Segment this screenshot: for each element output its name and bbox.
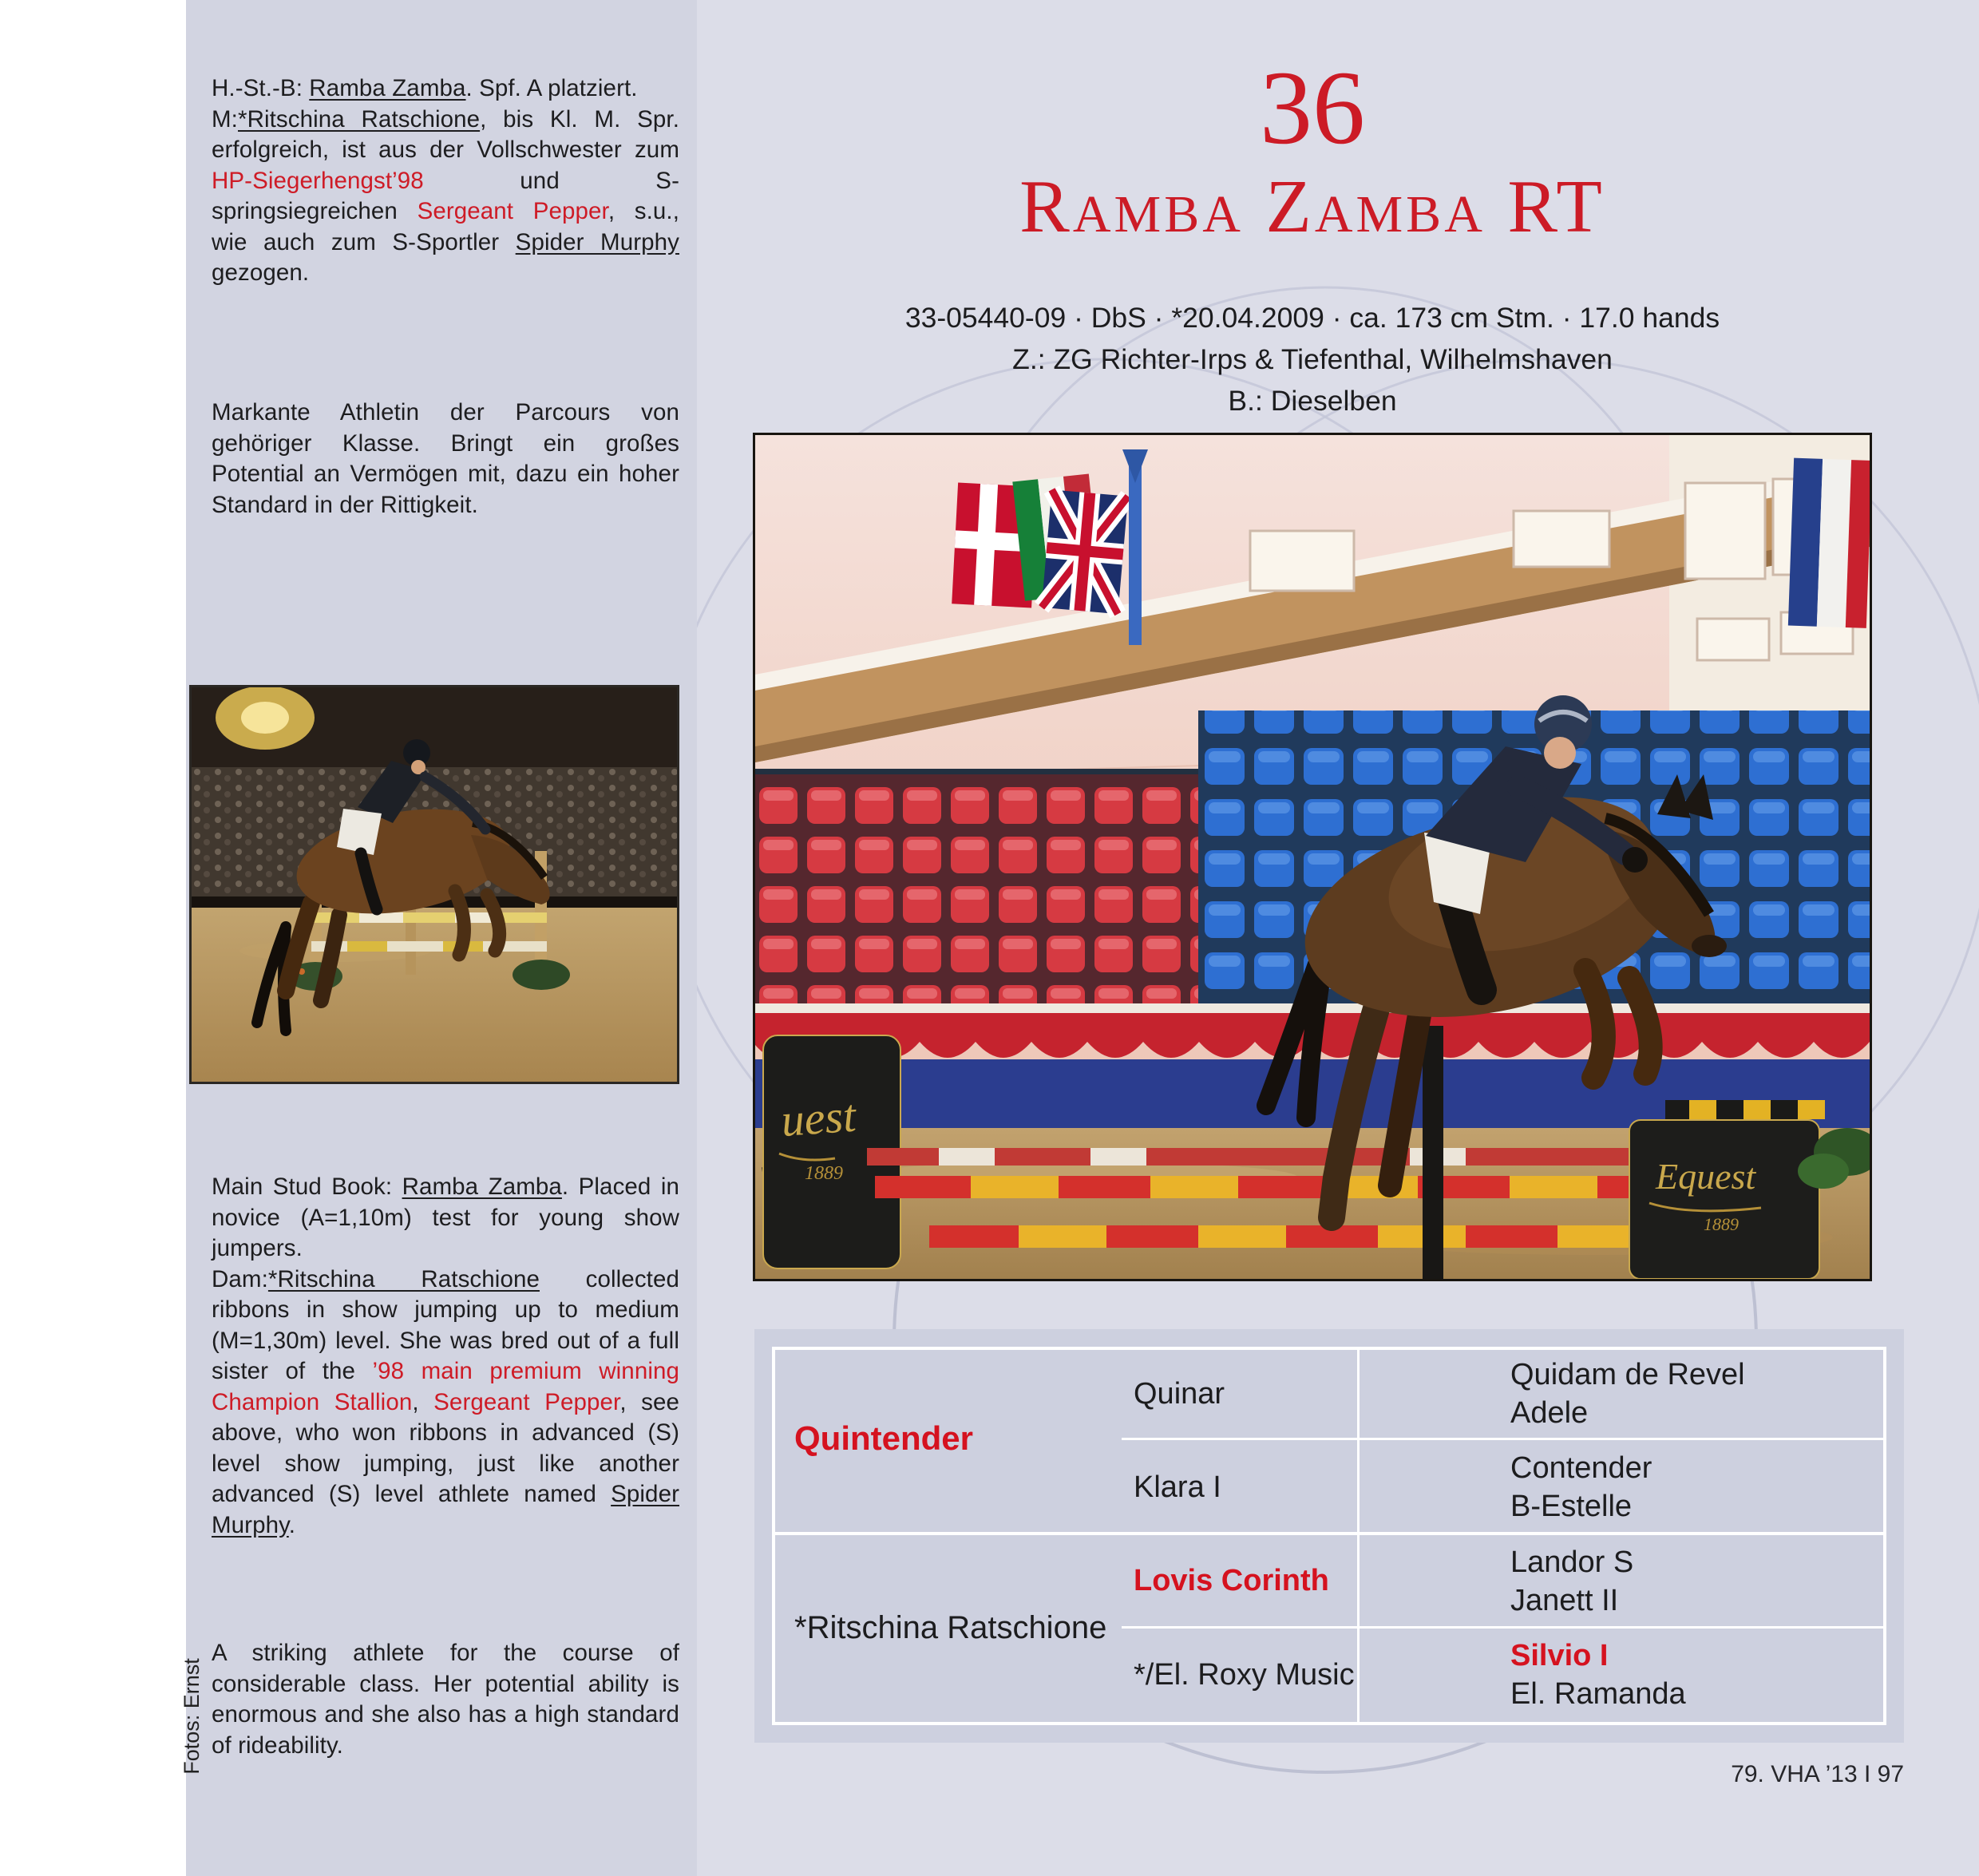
- text-segment: , bis Kl. M. Spr. erfolgreich, ist aus der Vollschwester zum: [212, 105, 679, 163]
- red-highlight-champion-stallion: ’98 main premium winning Champion Stallion: [212, 1358, 679, 1415]
- sidebar-paragraph-german-2: Markante Athletin der Parcours von gehöriger Klasse. Bringt ein großes Potential an Vermögen mit, dazu ein hoher Standard in der Rittigkeit.: [212, 399, 679, 518]
- spider-murphy-link: Spider Murphy: [515, 228, 679, 255]
- text-segment: gezogen.: [212, 259, 310, 286]
- pedigree-gp-name: Quidam de Revel: [1510, 1358, 1745, 1391]
- text-segment: collected ribbons in show jumping up to medium (M=1,30m) level. She was bred out of a full sister of the: [212, 1265, 679, 1384]
- pedigree-gp-cell-3: [1510, 1543, 1633, 1620]
- pedigree-gp-name: Janett II: [1510, 1584, 1619, 1617]
- pedigree-divider-main: [772, 1532, 1886, 1535]
- text-segment: ,: [412, 1388, 434, 1415]
- page-title-horse-name: Ramba Zamba RT: [1019, 165, 1605, 248]
- horse-details: [753, 297, 1872, 422]
- pedigree-gp-name: El. Ramanda: [1510, 1677, 1686, 1711]
- text-segment: H.-St.-B:: [212, 75, 310, 101]
- sidebar-paragraph-english-1: [212, 1172, 679, 1541]
- pedigree-sire-sire: Quinar: [1134, 1377, 1225, 1411]
- equest-year-right: 1889: [1704, 1214, 1739, 1234]
- text-segment: Main Stud Book:: [212, 1173, 402, 1200]
- pedigree-gp-name: Contender: [1510, 1451, 1652, 1485]
- pedigree-dam-dam: */El. Roxy Music: [1134, 1658, 1355, 1692]
- pedigree-dam-sire: Lovis Corinth: [1134, 1564, 1329, 1597]
- sidebar-photo-horse-jumping: [189, 685, 679, 1084]
- pedigree-gp-cell-4: [1510, 1637, 1686, 1713]
- registration-details-line: 33-05440-09 · DbS · *20.04.2009 · ca. 173 cm Stm. · 17.0 hands: [904, 302, 1720, 334]
- photo-credit: Fotos: Ernst: [179, 1658, 204, 1775]
- lot-number: 36: [1260, 49, 1365, 166]
- flag-uk: [1042, 489, 1129, 614]
- breeder-line: Z.: ZG Richter-Irps & Tiefenthal, Wilhelmshaven: [1012, 343, 1613, 375]
- pedigree-gp-name: Landor S: [1510, 1546, 1634, 1579]
- spider-murphy-link: Spider Murphy: [212, 1481, 679, 1538]
- owner-line: B.: Dieselben: [1228, 385, 1397, 417]
- pedigree-gp-name: B-Estelle: [1510, 1490, 1633, 1523]
- pedigree-gp-cell-2: [1510, 1449, 1652, 1526]
- text-segment: , s.u., wie auch zum S-Sportler: [212, 198, 679, 255]
- red-highlight-sergeant-pepper: Sergeant Pepper: [417, 198, 608, 224]
- pedigree-dam: *Ritschina Ratschione: [794, 1610, 1107, 1645]
- text-segment: .: [288, 1511, 296, 1538]
- pedigree-divider-vertical: [1357, 1350, 1360, 1722]
- flag-france: [1788, 458, 1870, 628]
- sidebar-paragraph-german-1: [212, 73, 679, 289]
- text-segment: und S-springsiegreichen: [212, 167, 679, 224]
- pedigree-divider-sire: [1122, 1438, 1886, 1440]
- text-segment: Dam:: [212, 1265, 268, 1292]
- pedigree-sire-dam: Klara I: [1134, 1470, 1221, 1504]
- dam-name-link: *Ritschina Ratschione: [237, 105, 481, 133]
- main-photo-horse-jumping: [753, 433, 1872, 1281]
- sidebar-paragraph-english-2: A striking athlete for the course of considerable class. Her potential ability is enormous and she also has a high standard of rideability.: [212, 1640, 679, 1759]
- footer-page-reference: 79. VHA ’13 I 97: [1731, 1761, 1904, 1787]
- pedigree-gp-name-silvio: Silvio I: [1510, 1639, 1609, 1672]
- text-segment: . Spf. A platziert.: [465, 75, 638, 101]
- equest-year-left: 1889: [805, 1163, 843, 1184]
- red-highlight-sergeant-pepper: Sergeant Pepper: [433, 1388, 620, 1415]
- text-segment: . Placed in novice (A=1,10m) test for young show jumpers.: [212, 1173, 679, 1261]
- pedigree-gp-cell-1: [1510, 1356, 1745, 1432]
- sidebar-photo-scene: [192, 687, 677, 1082]
- pedigree-gp-name: Adele: [1510, 1396, 1589, 1430]
- jump-wing-right: [1629, 1120, 1819, 1279]
- red-highlight-siegerhengst: HP-Siegerhengst’98: [212, 167, 424, 194]
- text-segment: M:: [212, 105, 238, 133]
- jump-standard: [1423, 1026, 1443, 1279]
- text-segment: , see above, who won ribbons in advanced (S) level show jumping, just like another advanced (S) level athlete named: [212, 1388, 679, 1507]
- main-photo-scene: [755, 435, 1870, 1279]
- equest-brand-left: uest: [779, 1089, 858, 1146]
- equest-brand-right: Equest: [1656, 1156, 1756, 1197]
- pedigree-sire: Quintender: [794, 1419, 974, 1457]
- horse-name-ramba-zamba: Ramba Zamba: [402, 1173, 562, 1200]
- pedigree-divider-dam: [1122, 1626, 1886, 1629]
- dam-name-link: *Ritschina Ratschione: [267, 1265, 540, 1292]
- horse-name-ramba-zamba: Ramba Zamba: [309, 75, 466, 101]
